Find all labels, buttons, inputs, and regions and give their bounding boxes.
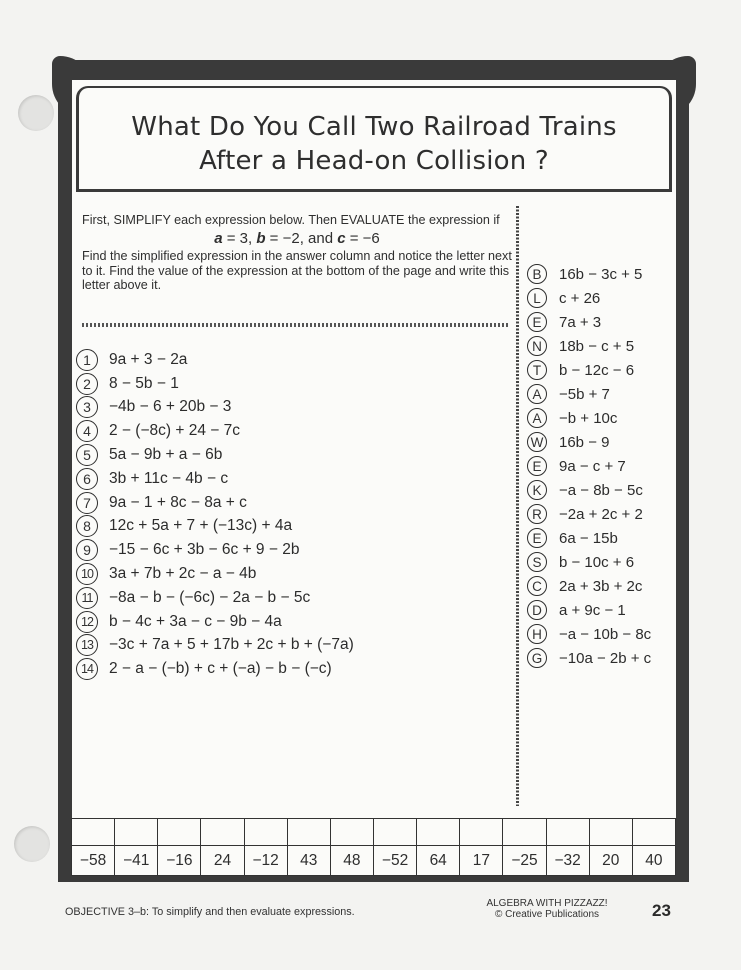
var-a-value: = 3, bbox=[222, 229, 257, 247]
answer-letter: G bbox=[527, 648, 547, 668]
letter-input-cell[interactable] bbox=[158, 819, 201, 846]
problem-number: 4 bbox=[76, 420, 98, 442]
frame-left bbox=[58, 62, 72, 880]
problem-number: 7 bbox=[76, 492, 98, 514]
answer-expression: c + 26 bbox=[559, 289, 601, 307]
title-box bbox=[76, 86, 672, 192]
letter-input-row bbox=[72, 819, 676, 846]
value-cell: 43 bbox=[287, 846, 330, 876]
book-title: ALGEBRA WITH PIZZAZZ! bbox=[486, 898, 608, 909]
answer-expression: −b + 10c bbox=[559, 409, 618, 427]
answer-row bbox=[527, 334, 651, 358]
problem-expression: 12c + 5a + 7 + (−13c) + 4a bbox=[109, 517, 293, 535]
var-c: c bbox=[337, 229, 346, 247]
letter-input-cell[interactable] bbox=[503, 819, 546, 846]
answer-letter: A bbox=[527, 408, 547, 428]
answer-row bbox=[527, 262, 651, 286]
letter-input-cell[interactable] bbox=[460, 819, 503, 846]
problem-number: 13 bbox=[76, 634, 98, 656]
variable-values bbox=[82, 229, 512, 247]
value-row bbox=[72, 846, 676, 876]
value-cell: 48 bbox=[330, 846, 373, 876]
answer-row bbox=[527, 358, 651, 382]
answer-expression: −a − 8b − 5c bbox=[559, 481, 643, 499]
answer-letter: E bbox=[527, 312, 547, 332]
value-cell: −52 bbox=[373, 846, 416, 876]
answer-expression: 7a + 3 bbox=[559, 313, 602, 331]
answer-expression: 2a + 3b + 2c bbox=[559, 577, 643, 595]
problem-expression: 3b + 11c − 4b − c bbox=[109, 469, 229, 487]
problem-number: 10 bbox=[76, 563, 98, 585]
letter-input-cell[interactable] bbox=[373, 819, 416, 846]
punch-hole bbox=[14, 826, 50, 862]
answer-letter: E bbox=[527, 528, 547, 548]
letter-input-cell[interactable] bbox=[72, 819, 115, 846]
page-title-line-2: After a Head-on Collision ? bbox=[199, 146, 549, 176]
problem-expression: 9a − 1 + 8c − 8a + c bbox=[109, 493, 247, 511]
problem-expression: 3a + 7b + 2c − a − 4b bbox=[109, 565, 257, 583]
answer-row bbox=[527, 454, 651, 478]
answer-expression: −2a + 2c + 2 bbox=[559, 505, 643, 523]
value-cell: 40 bbox=[632, 846, 675, 876]
problem-row bbox=[76, 586, 354, 610]
problem-list bbox=[76, 348, 354, 681]
answer-row bbox=[527, 382, 651, 406]
problem-row bbox=[76, 491, 354, 515]
copyright: © Creative Publications bbox=[494, 909, 600, 920]
answer-column bbox=[527, 262, 651, 670]
value-cell: 20 bbox=[589, 846, 632, 876]
answer-expression: 16b − 3c + 5 bbox=[559, 265, 643, 283]
answer-row bbox=[527, 502, 651, 526]
answer-expression: 6a − 15b bbox=[559, 529, 618, 547]
answer-row bbox=[527, 622, 651, 646]
answer-row bbox=[527, 286, 651, 310]
problem-row bbox=[76, 467, 354, 491]
instructions-intro: First, SIMPLIFY each expression below. Then EVALUATE the expression if bbox=[82, 213, 500, 227]
value-cell: −16 bbox=[158, 846, 201, 876]
problem-row bbox=[76, 634, 354, 658]
problem-expression: 2 − a − (−b) + c + (−a) − b − (−c) bbox=[109, 660, 332, 678]
wavy-divider-vertical bbox=[516, 206, 519, 806]
letter-input-cell[interactable] bbox=[546, 819, 589, 846]
frame-bottom bbox=[58, 876, 689, 882]
letter-input-cell[interactable] bbox=[632, 819, 675, 846]
answer-expression: b − 10c + 6 bbox=[559, 553, 635, 571]
letter-input-cell[interactable] bbox=[589, 819, 632, 846]
answer-expression: 18b − c + 5 bbox=[559, 337, 635, 355]
problem-row bbox=[76, 396, 354, 420]
problem-number: 6 bbox=[76, 468, 98, 490]
answer-row bbox=[527, 406, 651, 430]
problem-row bbox=[76, 443, 354, 467]
answer-row bbox=[527, 430, 651, 454]
value-cell: 24 bbox=[201, 846, 244, 876]
problem-number: 9 bbox=[76, 539, 98, 561]
problem-row bbox=[76, 538, 354, 562]
problem-number: 8 bbox=[76, 515, 98, 537]
page-title-line-1: What Do You Call Two Railroad Trains bbox=[131, 112, 617, 142]
letter-input-cell[interactable] bbox=[115, 819, 158, 846]
problem-row bbox=[76, 562, 354, 586]
answer-letter: R bbox=[527, 504, 547, 524]
value-cell: −12 bbox=[244, 846, 287, 876]
answer-row bbox=[527, 310, 651, 334]
publisher-credit bbox=[470, 898, 624, 920]
value-cell: 17 bbox=[460, 846, 503, 876]
answer-expression: 9a − c + 7 bbox=[559, 457, 626, 475]
letter-input-cell[interactable] bbox=[201, 819, 244, 846]
problem-number: 12 bbox=[76, 611, 98, 633]
answer-row bbox=[527, 574, 651, 598]
answer-letter: B bbox=[527, 264, 547, 284]
answer-letter: D bbox=[527, 600, 547, 620]
problem-row bbox=[76, 419, 354, 443]
problem-expression: 8 − 5b − 1 bbox=[109, 374, 179, 392]
answer-letter: H bbox=[527, 624, 547, 644]
value-cell: −32 bbox=[546, 846, 589, 876]
problem-expression: −8a − b − (−6c) − 2a − b − 5c bbox=[109, 588, 311, 606]
answer-letter: K bbox=[527, 480, 547, 500]
var-a: a bbox=[214, 229, 223, 247]
value-cell: −58 bbox=[72, 846, 115, 876]
answer-letter: N bbox=[527, 336, 547, 356]
problem-row bbox=[76, 657, 354, 681]
answer-row bbox=[527, 646, 651, 670]
problem-expression: b − 4c + 3a − c − 9b − 4a bbox=[109, 612, 282, 630]
problem-expression: 9a + 3 − 2a bbox=[109, 350, 188, 368]
letter-input-cell[interactable] bbox=[287, 819, 330, 846]
answer-expression: b − 12c − 6 bbox=[559, 361, 635, 379]
answer-letter: W bbox=[527, 432, 547, 452]
answer-letter: C bbox=[527, 576, 547, 596]
value-cell: 64 bbox=[417, 846, 460, 876]
var-b: b bbox=[256, 229, 266, 247]
answer-letter: T bbox=[527, 360, 547, 380]
problem-expression: −3c + 7a + 5 + 17b + 2c + b + (−7a) bbox=[109, 636, 354, 654]
wavy-divider-horizontal bbox=[82, 323, 510, 327]
answer-row bbox=[527, 598, 651, 622]
value-cell: −41 bbox=[115, 846, 158, 876]
problem-row bbox=[76, 610, 354, 634]
answer-letter: A bbox=[527, 384, 547, 404]
answer-expression: −a − 10b − 8c bbox=[559, 625, 652, 643]
frame-right bbox=[676, 62, 689, 880]
frame-top bbox=[58, 60, 689, 80]
answer-grid bbox=[71, 818, 676, 876]
answer-row bbox=[527, 478, 651, 502]
var-c-value: = −6 bbox=[345, 229, 380, 247]
letter-input-cell[interactable] bbox=[330, 819, 373, 846]
value-cell: −25 bbox=[503, 846, 546, 876]
problem-number: 1 bbox=[76, 349, 98, 371]
problem-expression: −15 − 6c + 3b − 6c + 9 − 2b bbox=[109, 541, 300, 559]
page-number: 23 bbox=[652, 901, 671, 920]
problem-row bbox=[76, 372, 354, 396]
problem-number: 2 bbox=[76, 373, 98, 395]
problem-expression: 5a − 9b + a − 6b bbox=[109, 446, 223, 464]
var-b-value: = −2, and bbox=[265, 229, 338, 247]
answer-letter: S bbox=[527, 552, 547, 572]
problem-number: 3 bbox=[76, 396, 98, 418]
answer-expression: 16b − 9 bbox=[559, 433, 610, 451]
problem-row bbox=[76, 515, 354, 539]
letter-input-cell[interactable] bbox=[244, 819, 287, 846]
answer-row bbox=[527, 550, 651, 574]
answer-expression: −5b + 7 bbox=[559, 385, 610, 403]
answer-letter: L bbox=[527, 288, 547, 308]
answer-expression: −10a − 2b + c bbox=[559, 649, 652, 667]
answer-expression: a + 9c − 1 bbox=[559, 601, 626, 619]
objective-text: OBJECTIVE 3–b: To simplify and then evaluate expressions. bbox=[65, 906, 355, 918]
problem-row bbox=[76, 348, 354, 372]
problem-number: 5 bbox=[76, 444, 98, 466]
instructions bbox=[82, 213, 512, 293]
letter-input-cell[interactable] bbox=[417, 819, 460, 846]
instructions-body: Find the simplified expression in the answer column and notice the letter next to it. Find the value of the expression at the bottom of the page and write this letter above it. bbox=[82, 249, 512, 292]
answer-letter: E bbox=[527, 456, 547, 476]
problem-number: 14 bbox=[76, 658, 98, 680]
problem-number: 11 bbox=[76, 587, 98, 609]
answer-row bbox=[527, 526, 651, 550]
problem-expression: 2 − (−8c) + 24 − 7c bbox=[109, 422, 240, 440]
punch-hole bbox=[18, 95, 54, 131]
problem-expression: −4b − 6 + 20b − 3 bbox=[109, 398, 232, 416]
